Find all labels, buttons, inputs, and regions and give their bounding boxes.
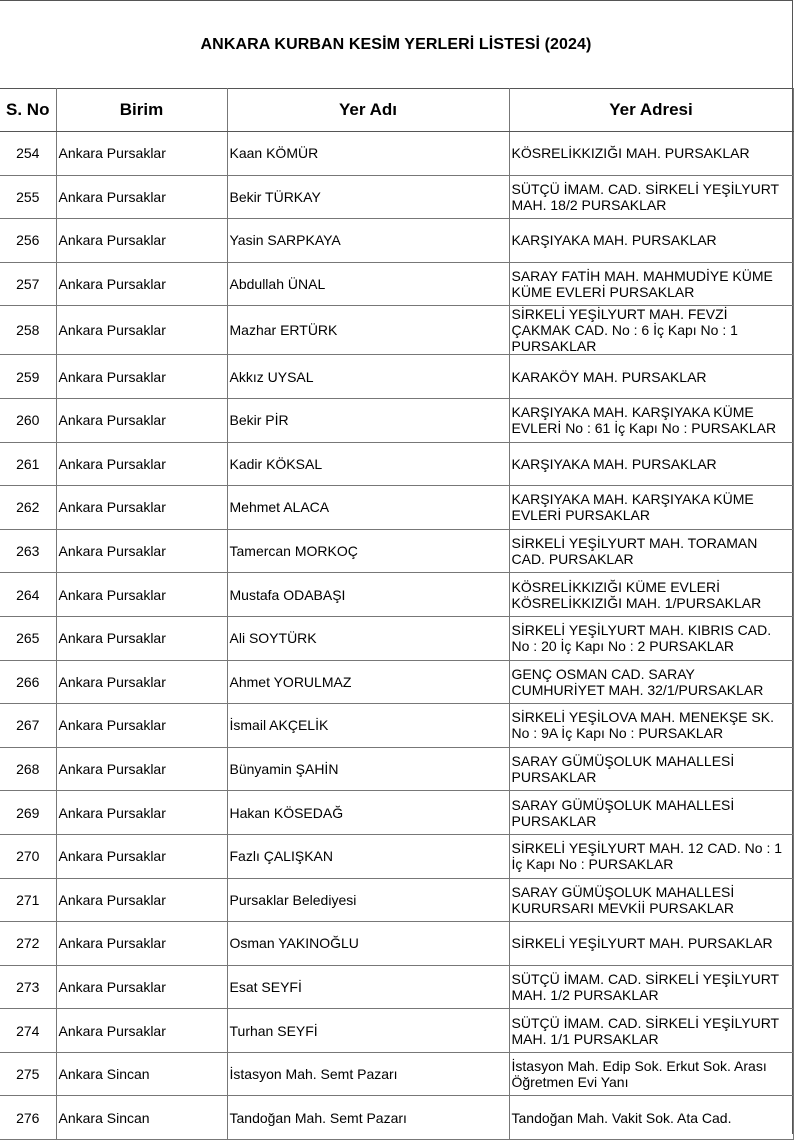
header-yer-adresi: Yer Adresi: [509, 89, 793, 132]
row-no-cell: 263: [0, 529, 56, 573]
row-yer-adresi-cell: KARŞIYAKA MAH. KARŞIYAKA KÜME EVLERİ PURSAKLAR: [509, 486, 793, 530]
row-yer-adi-cell: İstasyon Mah. Semt Pazarı: [227, 1052, 509, 1096]
header-yer-adi: Yer Adı: [227, 89, 509, 132]
table-row: [0, 704, 793, 748]
row-yer-adi-cell: Turhan SEYFİ: [227, 1009, 509, 1053]
row-no-cell: 267: [0, 704, 56, 748]
table-row: [0, 398, 793, 442]
row-yer-adresi-cell: Tandoğan Mah. Vakit Sok. Ata Cad.: [509, 1096, 793, 1140]
table-row: [0, 791, 793, 835]
table-row: [0, 442, 793, 486]
row-yer-adresi-cell: SİRKELİ YEŞİLYURT MAH. FEVZİ ÇAKMAK CAD. No : 6 İç Kapı No : 1 PURSAKLAR: [509, 306, 793, 355]
row-no-cell: 274: [0, 1009, 56, 1053]
table-header-row: [0, 89, 793, 132]
row-no-cell: 261: [0, 442, 56, 486]
table-body: [0, 132, 793, 1140]
row-no-cell: 275: [0, 1052, 56, 1096]
row-yer-adi-cell: Ahmet YORULMAZ: [227, 660, 509, 704]
row-yer-adresi-cell: KÖSRELİKKIZIĞI KÜME EVLERİ KÖSRELİKKIZIĞI MAH. 1/PURSAKLAR: [509, 573, 793, 617]
row-yer-adresi-cell: KARAKÖY MAH. PURSAKLAR: [509, 355, 793, 399]
table-row: [0, 616, 793, 660]
header-no: S. No: [0, 89, 56, 132]
row-birim-cell: Ankara Pursaklar: [56, 175, 227, 219]
row-birim-cell: Ankara Pursaklar: [56, 660, 227, 704]
document-title: ANKARA KURBAN KESİM YERLERİ LİSTESİ (2024): [0, 0, 792, 89]
row-yer-adresi-cell: KARŞIYAKA MAH. PURSAKLAR: [509, 442, 793, 486]
row-yer-adresi-cell: SARAY GÜMÜŞOLUK MAHALLESİ KURURSARI MEVKİİ PURSAKLAR: [509, 878, 793, 922]
row-birim-cell: Ankara Pursaklar: [56, 1009, 227, 1053]
row-yer-adresi-cell: KARŞIYAKA MAH. PURSAKLAR: [509, 219, 793, 263]
row-no-cell: 273: [0, 965, 56, 1009]
row-birim-cell: Ankara Pursaklar: [56, 398, 227, 442]
table-row: [0, 834, 793, 878]
row-birim-cell: Ankara Pursaklar: [56, 922, 227, 966]
row-yer-adi-cell: Akkız UYSAL: [227, 355, 509, 399]
row-yer-adi-cell: Bünyamin ŞAHİN: [227, 747, 509, 791]
table-row: [0, 965, 793, 1009]
row-no-cell: 276: [0, 1096, 56, 1140]
row-no-cell: 272: [0, 922, 56, 966]
table-row: [0, 529, 793, 573]
row-yer-adi-cell: Bekir PİR: [227, 398, 509, 442]
row-yer-adi-cell: Esat SEYFİ: [227, 965, 509, 1009]
row-birim-cell: Ankara Pursaklar: [56, 132, 227, 176]
row-yer-adi-cell: Hakan KÖSEDAĞ: [227, 791, 509, 835]
row-birim-cell: Ankara Sincan: [56, 1096, 227, 1140]
row-birim-cell: Ankara Pursaklar: [56, 791, 227, 835]
row-yer-adresi-cell: SARAY GÜMÜŞOLUK MAHALLESİ PURSAKLAR: [509, 747, 793, 791]
row-yer-adresi-cell: İstasyon Mah. Edip Sok. Erkut Sok. Arası Öğretmen Evi Yanı: [509, 1052, 793, 1096]
row-no-cell: 268: [0, 747, 56, 791]
row-birim-cell: Ankara Pursaklar: [56, 219, 227, 263]
row-yer-adi-cell: Bekir TÜRKAY: [227, 175, 509, 219]
row-birim-cell: Ankara Pursaklar: [56, 306, 227, 355]
table-row: [0, 262, 793, 306]
row-yer-adresi-cell: KARŞIYAKA MAH. KARŞIYAKA KÜME EVLERİ No : 61 İç Kapı No : PURSAKLAR: [509, 398, 793, 442]
row-yer-adresi-cell: KÖSRELİKKIZIĞI MAH. PURSAKLAR: [509, 132, 793, 176]
table-row: [0, 486, 793, 530]
row-no-cell: 254: [0, 132, 56, 176]
row-no-cell: 259: [0, 355, 56, 399]
row-yer-adi-cell: Osman YAKINOĞLU: [227, 922, 509, 966]
row-birim-cell: Ankara Pursaklar: [56, 529, 227, 573]
table-row: [0, 1009, 793, 1053]
row-yer-adi-cell: Yasin SARPKAYA: [227, 219, 509, 263]
row-birim-cell: Ankara Pursaklar: [56, 965, 227, 1009]
row-yer-adi-cell: Kadir KÖKSAL: [227, 442, 509, 486]
table-row: [0, 660, 793, 704]
row-no-cell: 265: [0, 616, 56, 660]
table-row: [0, 878, 793, 922]
row-no-cell: 257: [0, 262, 56, 306]
row-yer-adresi-cell: GENÇ OSMAN CAD. SARAY CUMHURİYET MAH. 32/1/PURSAKLAR: [509, 660, 793, 704]
row-yer-adresi-cell: SİRKELİ YEŞİLYURT MAH. PURSAKLAR: [509, 922, 793, 966]
row-no-cell: 264: [0, 573, 56, 617]
row-yer-adi-cell: Mazhar ERTÜRK: [227, 306, 509, 355]
row-no-cell: 270: [0, 834, 56, 878]
table-row: [0, 573, 793, 617]
row-yer-adresi-cell: SÜTÇÜ İMAM. CAD. SİRKELİ YEŞİLYURT MAH. 1/2 PURSAKLAR: [509, 965, 793, 1009]
row-no-cell: 255: [0, 175, 56, 219]
row-no-cell: 258: [0, 306, 56, 355]
row-yer-adresi-cell: SİRKELİ YEŞİLYURT MAH. KIBRIS CAD. No : 20 İç Kapı No : 2 PURSAKLAR: [509, 616, 793, 660]
header-birim: Birim: [56, 89, 227, 132]
row-yer-adresi-cell: SARAY GÜMÜŞOLUK MAHALLESİ PURSAKLAR: [509, 791, 793, 835]
table-row: [0, 306, 793, 355]
row-birim-cell: Ankara Pursaklar: [56, 355, 227, 399]
row-yer-adi-cell: Kaan KÖMÜR: [227, 132, 509, 176]
row-yer-adi-cell: Tamercan MORKOÇ: [227, 529, 509, 573]
row-birim-cell: Ankara Pursaklar: [56, 704, 227, 748]
row-no-cell: 269: [0, 791, 56, 835]
row-yer-adresi-cell: SİRKELİ YEŞİLYURT MAH. TORAMAN CAD. PURSAKLAR: [509, 529, 793, 573]
row-no-cell: 266: [0, 660, 56, 704]
row-yer-adi-cell: Ali SOYTÜRK: [227, 616, 509, 660]
row-yer-adresi-cell: SARAY FATİH MAH. MAHMUDİYE KÜME KÜME EVLERİ PURSAKLAR: [509, 262, 793, 306]
row-birim-cell: Ankara Pursaklar: [56, 878, 227, 922]
row-yer-adi-cell: Mehmet ALACA: [227, 486, 509, 530]
row-yer-adi-cell: Abdullah ÜNAL: [227, 262, 509, 306]
table-row: [0, 1096, 793, 1140]
table-row: [0, 132, 793, 176]
row-birim-cell: Ankara Pursaklar: [56, 834, 227, 878]
slaughter-places-table: [0, 88, 794, 1140]
table-row: [0, 175, 793, 219]
row-yer-adi-cell: Pursaklar Belediyesi: [227, 878, 509, 922]
row-yer-adi-cell: Tandoğan Mah. Semt Pazarı: [227, 1096, 509, 1140]
row-yer-adresi-cell: SİRKELİ YEŞİLYURT MAH. 12 CAD. No : 1 İç Kapı No : PURSAKLAR: [509, 834, 793, 878]
row-birim-cell: Ankara Pursaklar: [56, 486, 227, 530]
table-row: [0, 219, 793, 263]
row-no-cell: 256: [0, 219, 56, 263]
row-no-cell: 271: [0, 878, 56, 922]
row-yer-adi-cell: Mustafa ODABAŞI: [227, 573, 509, 617]
table-row: [0, 922, 793, 966]
row-birim-cell: Ankara Pursaklar: [56, 442, 227, 486]
row-birim-cell: Ankara Pursaklar: [56, 262, 227, 306]
row-birim-cell: Ankara Pursaklar: [56, 573, 227, 617]
table-row: [0, 1052, 793, 1096]
row-birim-cell: Ankara Pursaklar: [56, 747, 227, 791]
row-yer-adresi-cell: SÜTÇÜ İMAM. CAD. SİRKELİ YEŞİLYURT MAH. 18/2 PURSAKLAR: [509, 175, 793, 219]
table-row: [0, 355, 793, 399]
table-row: [0, 747, 793, 791]
row-birim-cell: Ankara Pursaklar: [56, 616, 227, 660]
row-no-cell: 262: [0, 486, 56, 530]
row-yer-adi-cell: Fazlı ÇALIŞKAN: [227, 834, 509, 878]
row-yer-adi-cell: İsmail AKÇELİK: [227, 704, 509, 748]
row-yer-adresi-cell: SİRKELİ YEŞİLOVA MAH. MENEKŞE SK. No : 9A İç Kapı No : PURSAKLAR: [509, 704, 793, 748]
row-no-cell: 260: [0, 398, 56, 442]
row-birim-cell: Ankara Sincan: [56, 1052, 227, 1096]
row-yer-adresi-cell: SÜTÇÜ İMAM. CAD. SİRKELİ YEŞİLYURT MAH. 1/1 PURSAKLAR: [509, 1009, 793, 1053]
